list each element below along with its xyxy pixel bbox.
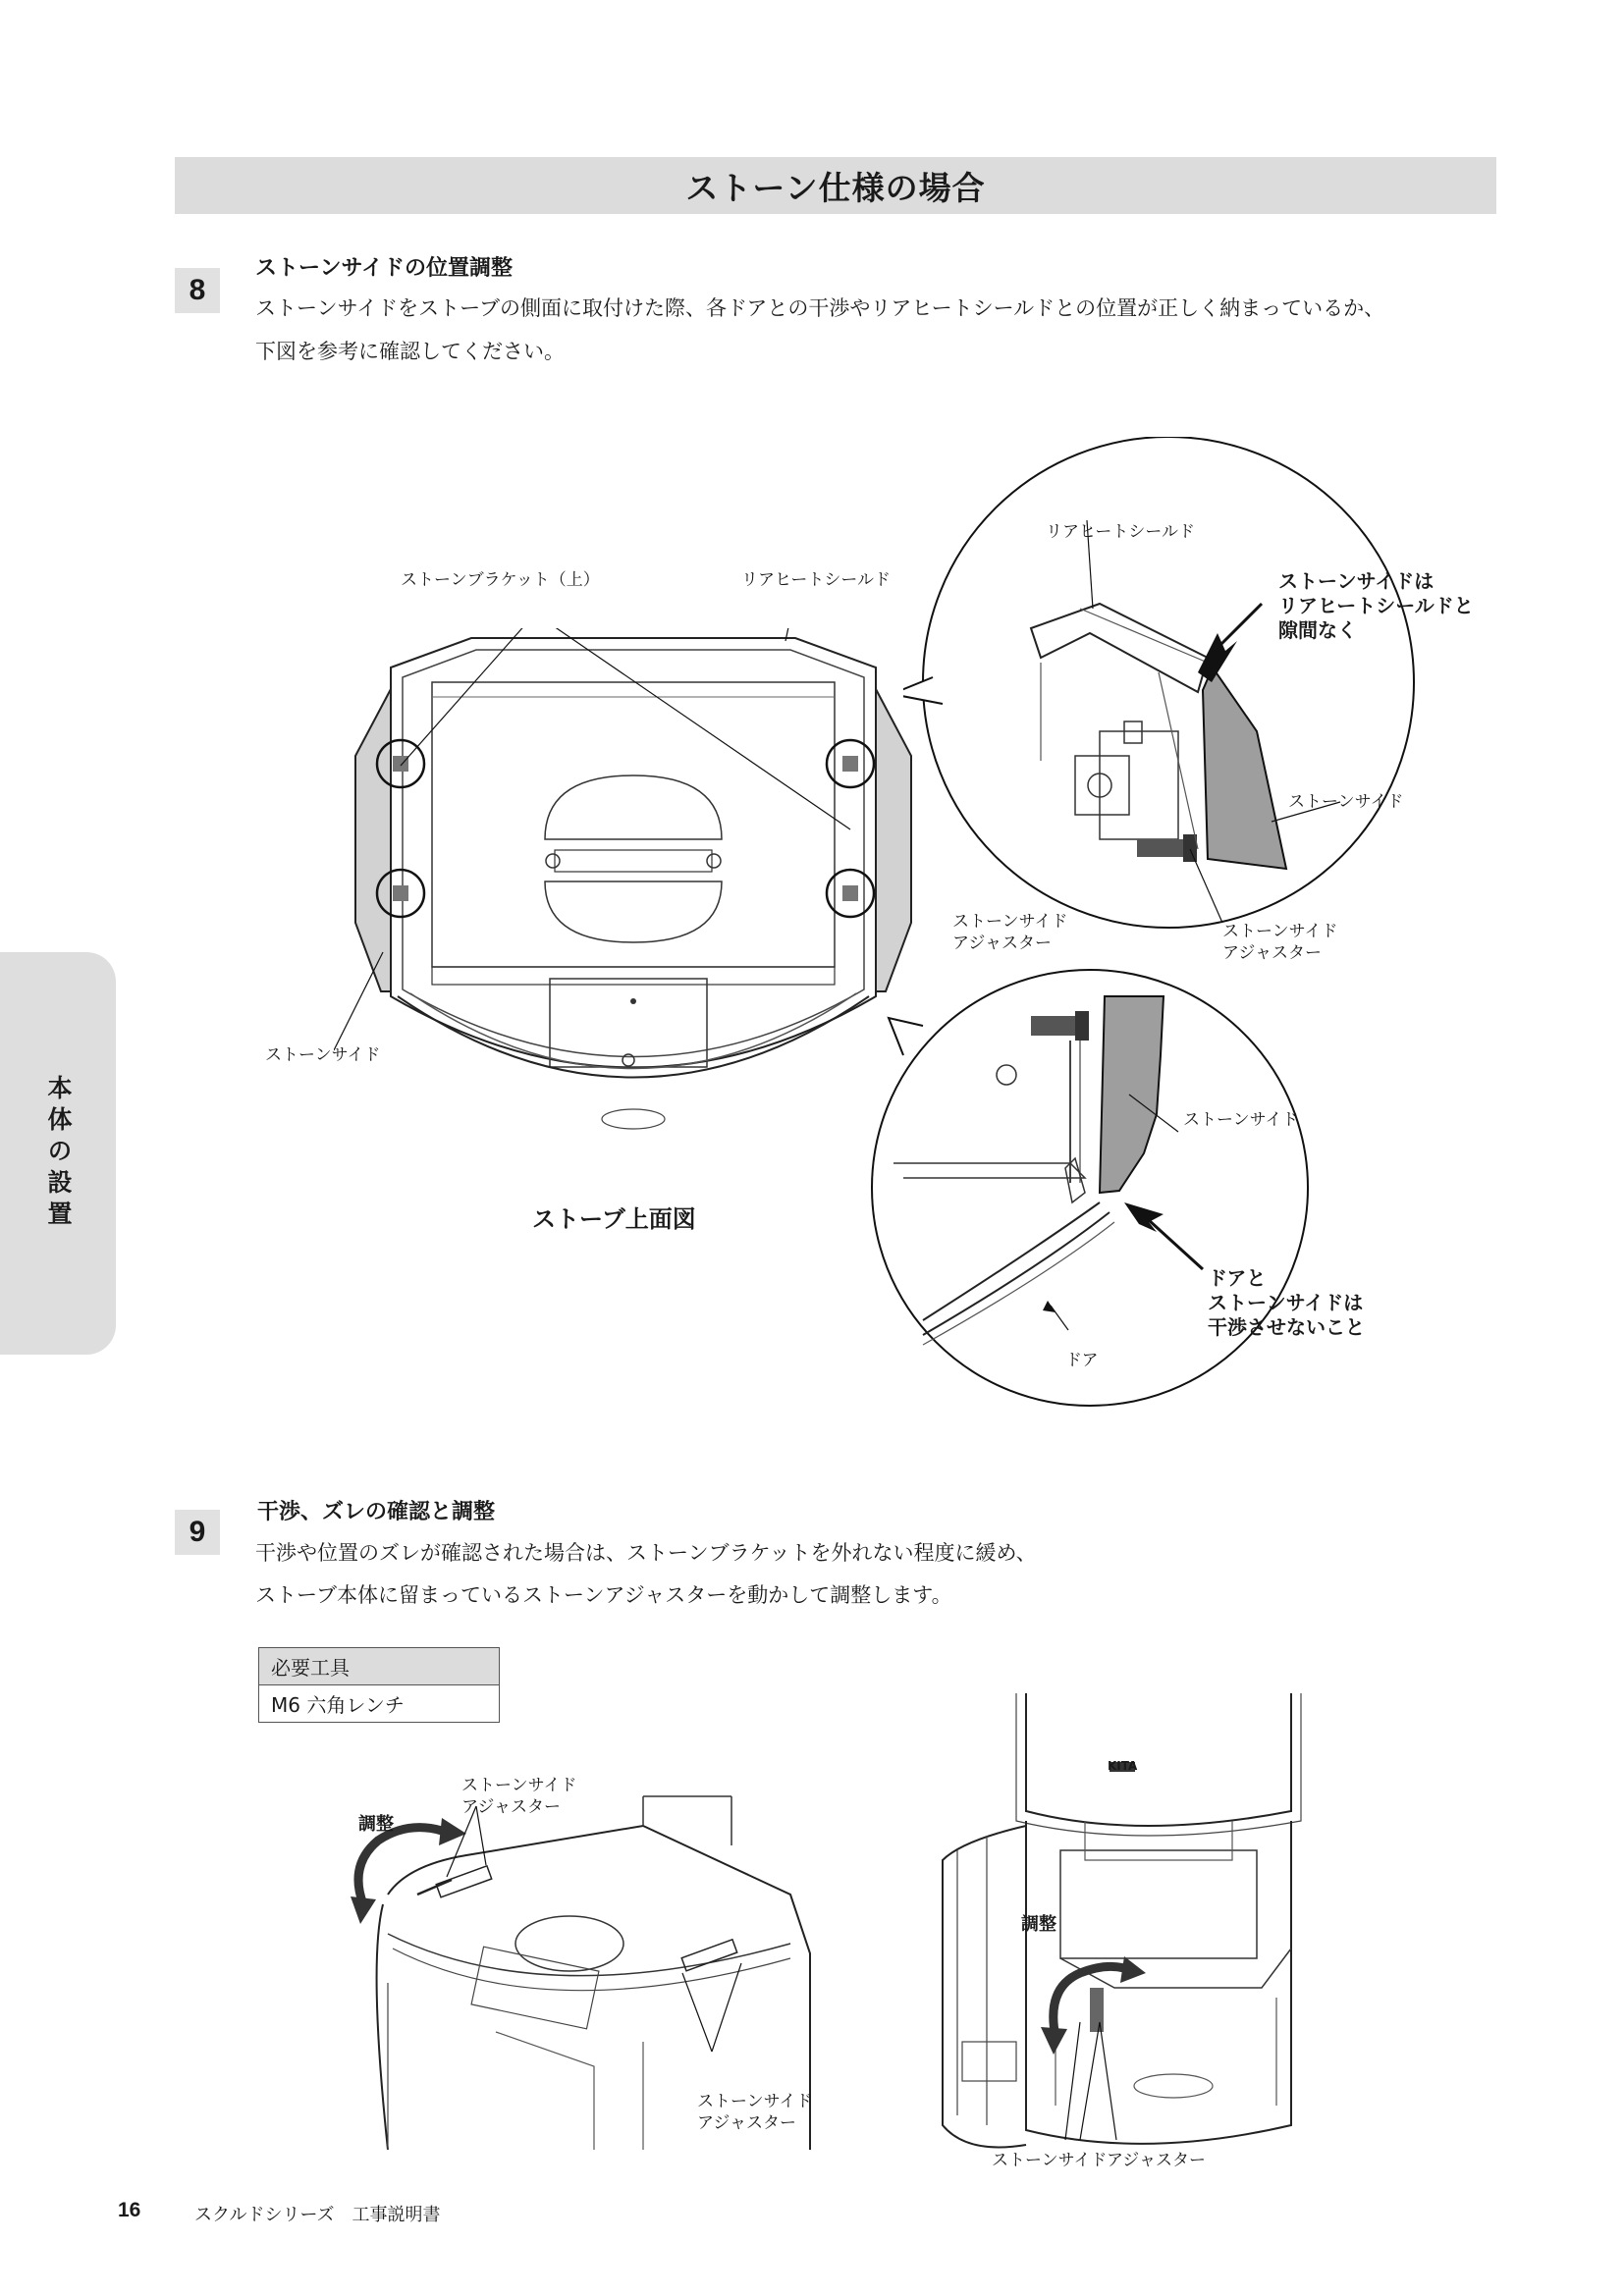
fig3-label-adjust: 調整 <box>1021 1914 1056 1935</box>
zoom1-label-rear-heat-shield: リアヒートシールド <box>1046 522 1195 542</box>
fig2-label-adjust: 調整 <box>358 1814 394 1835</box>
step-8-text-line1: ストーンサイドをストーブの側面に取付けた際、各ドアとの干渉やリアヒートシールドとの位置が正しく納まっているか、 <box>255 296 1385 320</box>
side-tab <box>0 952 116 1355</box>
zoom1-note-line1: ストーンサイドは <box>1278 569 1435 593</box>
step-9-title: 干渉、ズレの確認と調整 <box>257 1500 496 1524</box>
side-tab-label: 本体の設置 <box>44 1075 73 1232</box>
brand-logo: KITA <box>1108 1759 1138 1773</box>
fig2-label-adjuster-bottom-line2: アジャスター <box>697 2113 796 2133</box>
step-8-text-line2: 下図を参考に確認してください。 <box>255 340 565 363</box>
step-8-title: ストーンサイドの位置調整 <box>255 256 514 281</box>
step-9-number: 9 <box>175 1510 220 1555</box>
required-tools-table <box>258 1647 500 1723</box>
fig2-label-adjuster-bottom-line1: ストーンサイド <box>697 2092 813 2111</box>
label-stone-bracket-top: ストーンブラケット（上） <box>401 570 600 590</box>
tools-header: 必要工具 <box>259 1648 500 1685</box>
page-number: 16 <box>118 2199 141 2221</box>
figure-caption-stove-top-view: ストーブ上面図 <box>532 1205 696 1233</box>
step-9-text-line1: 干渉や位置のズレが確認された場合は、ストーンブラケットを外れない程度に緩め、 <box>255 1541 1037 1565</box>
zoom1-label-stone-side: ストーンサイド <box>1288 792 1404 812</box>
fig3-label-adjuster: ストーンサイドアジャスター <box>992 2151 1206 2170</box>
zoom2-note-line1: ドアと <box>1208 1266 1267 1290</box>
label-stone-side: ストーンサイド <box>265 1045 381 1065</box>
zoom1-label-adjuster-line2: アジャスター <box>1222 943 1322 963</box>
step-9-text-line2: ストーブ本体に留まっているストーンアジャスターを動かして調整します。 <box>255 1583 952 1607</box>
zoom1-label-adjuster-line1: ストーンサイド <box>1222 922 1338 941</box>
tools-item: M6 六角レンチ <box>259 1685 500 1723</box>
label-rear-heat-shield: リアヒートシールド <box>741 570 891 590</box>
step-8-number: 8 <box>175 268 220 313</box>
zoom2-label-door: ドア <box>1065 1351 1099 1370</box>
document-title: スクルドシリーズ 工事説明書 <box>194 2205 441 2225</box>
zoom2-note-line3: 干渉させないこと <box>1208 1315 1365 1339</box>
stove-top-view-diagram <box>334 628 943 1158</box>
zoom-detail-rear-shield <box>903 437 1453 957</box>
zoom2-label-stone-side: ストーンサイド <box>1183 1110 1299 1130</box>
zoom2-note-line2: ストーンサイドは <box>1208 1291 1364 1314</box>
zoom-detail-door-clearance <box>864 957 1335 1418</box>
fig2-label-adjuster-top-line1: ストーンサイド <box>461 1776 577 1795</box>
zoom2-label-adjuster-line2: アジャスター <box>952 934 1052 953</box>
fig2-label-adjuster-top-line2: アジャスター <box>461 1797 561 1817</box>
zoom1-note-line2: リアヒートシールドと <box>1278 594 1474 617</box>
zoom1-note-line3: 隙間なく <box>1278 618 1357 642</box>
section-title-banner: ストーン仕様の場合 <box>175 157 1496 214</box>
zoom2-label-adjuster-line1: ストーンサイド <box>952 912 1068 932</box>
